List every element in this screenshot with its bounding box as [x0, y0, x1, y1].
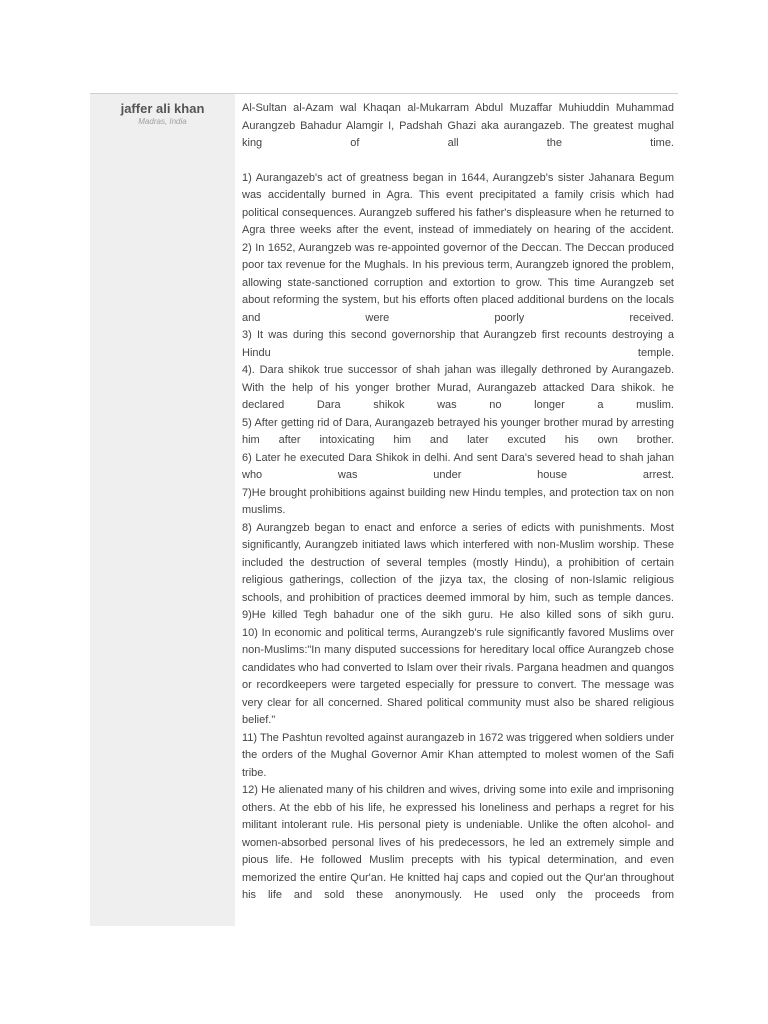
- author-sidebar: [90, 94, 235, 926]
- point-12-paragraph: 12) He alienated many of his children and wives, driving some into exile and imprisoning others. At the ebb of his life, he expressed his loneliness and perhaps a regret for his militant intolerant rule. His personal piety is undeniable. Unlike the often alcohol- and women-absorbed personal lives of his predecessors, he led an extremely simple and pious life. He followed Muslim precepts with his typical determination, and even memorized the entire Qur'an. He knitted haj caps and copied out the Qur'an throughout his life and sold these anonymously. He used only the proceeds from: [242, 784, 674, 901]
- point-3-paragraph: 3) It was during this second governorship that Aurangzeb first recounts destroying a Hindu temple.: [242, 329, 674, 359]
- point-1-paragraph: 1) Aurangazeb's act of greatness began in 1644, Aurangzeb's sister Jahanara Begum was accidentally burned in Agra. This event precipitated a family crisis which had political consequences. Aurangzeb suffered his father's displeasure when he returned to Agra three weeks after the event, instead of immediately on hearing of the accident.: [242, 171, 674, 236]
- author-name[interactable]: jaffer ali khan: [120, 101, 205, 116]
- author-location: Madras, India: [138, 117, 187, 126]
- point-9-paragraph: 9)He killed Tegh bahadur one of the sikh guru. He also killed sons of sikh guru.: [242, 609, 674, 621]
- point-11-paragraph: 11) The Pashtun revolted against aurangazeb in 1672 was triggered when soldiers under the orders of the Mughal Governor Amir Khan attempted to molest women of the Safi tribe.: [242, 731, 674, 779]
- article-body: [242, 100, 674, 926]
- point-4-paragraph: 4). Dara shikok true successor of shah jahan was illegally dethroned by Aurangazeb. With the help of his yonger brother Murad, Aurangazeb attacked Dara shikok. he declared Dara shikok was no longer a muslim.: [242, 364, 674, 411]
- point-2-paragraph: 2) In 1652, Aurangzeb was re-appointed governor of the Deccan. The Deccan produced poor tax revenue for the Mughals. In his previous term, Aurangzeb ignored the problem, allowing state-sanctioned corruption and extortion to grow. This time Aurangzeb set about reforming the system, but his efforts often placed additional burdens on the locals and were poorly received.: [242, 241, 674, 324]
- point-10-paragraph: 10) In economic and political terms, Aurangzeb's rule significantly favored Muslims over non-Muslims:"In many disputed successions for hereditary local office Aurangzeb chose candidates who had converted to Islam over their rivals. Pargana headmen and quangos or recordkeepers were targeted especially for pressure to convert. The message was very clear for all concerned. Shared political community must also be shared religious belief.": [242, 626, 674, 726]
- point-5-paragraph: 5) After getting rid of Dara, Aurangazeb betrayed his younger brother murad by arresting him after intoxicating him and later excuted his own brother.: [242, 416, 674, 446]
- intro-paragraph: Al-Sultan al-Azam wal Khaqan al-Mukarram Abdul Muzaffar Muhiuddin Muhammad Aurangzeb Bahadur Alamgir I, Padshah Ghazi aka aurangazeb. The greatest mughal king of all the time.: [242, 102, 674, 149]
- point-6-paragraph: 6) Later he executed Dara Shikok in delhi. And sent Dara's severed head to shah jahan who was under house arrest.: [242, 451, 674, 481]
- point-8-paragraph: 8) Aurangzeb began to enact and enforce a series of edicts with punishments. Most significantly, Aurangzeb initiated laws which interfered with non-Muslim worship. These included the destruction of several temples (mostly Hindu), a prohibition of certain religious gatherings, collection of the jizya tax, the closing of non-Islamic religious schools, and prohibition of practices deemed immoral by him, such as temple dances.: [242, 521, 674, 604]
- point-7-paragraph: 7)He brought prohibitions against building new Hindu temples, and protection tax on non muslims.: [242, 486, 674, 516]
